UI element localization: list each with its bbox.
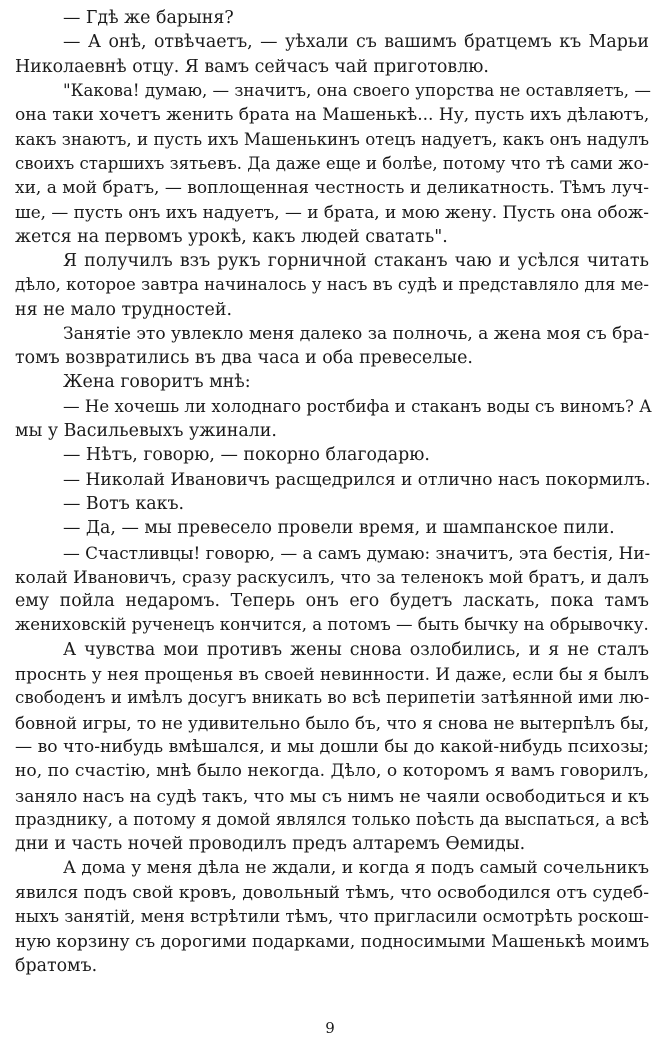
text-line: Я получилъ взъ рукъ горничной стаканъ чаю и усѣлся читать: [63, 250, 649, 271]
text-line: — Гдѣ же барыня?: [63, 8, 234, 28]
text-line: хи, а мой братъ, — воплощенная честность и деликатность. Тѣмъ луч-: [15, 178, 649, 199]
body-text: [15, 6, 652, 978]
text-line: какъ знаютъ, и пусть ихъ Машенькинъ отецъ надуетъ, какъ онъ надулъ: [15, 129, 650, 150]
text-line: ную корзину съ дорогими подарками, подносимыми Машенькѣ моимъ: [15, 931, 650, 952]
text-line: — Вотъ какъ.: [63, 493, 185, 514]
text-line: ше, — пусть онъ ихъ надуетъ, — и брата, и мою жену. Пусть она обож-: [15, 202, 649, 223]
text-line: — А онѣ, отвѣчаетъ, — уѣхали съ вашимъ братцемъ къ Марьи: [63, 32, 649, 53]
text-line: ему пойла недаромъ. Теперь онъ его будетъ ласкать, пока тамъ: [15, 591, 649, 612]
text-line: — Да, — мы превесело провели время, и шампанское пили.: [63, 518, 615, 539]
text-line: колай Ивановичъ, сразу раскусилъ, что за теленокъ мой братъ, и далъ: [15, 566, 650, 587]
text-line: ныхъ занятій, меня встрѣтили тѣмъ, что пригласили осмотрѣть роскош-: [15, 906, 649, 926]
text-line: дни и часть ночей проводилъ предъ алтаремъ Ѳемиды.: [15, 834, 526, 855]
text-line: Занятіе это увлекло меня далеко за полночь, а жена моя съ бра-: [63, 323, 650, 344]
text-line: заняло насъ на судѣ такъ, что мы съ нимъ не чаяли освободиться и къ: [15, 785, 650, 806]
text-line: Николаевнѣ отцу. Я вамъ сейчасъ чай приготовлю.: [15, 56, 489, 77]
text-line: братомъ.: [15, 955, 98, 976]
text-line: дѣло, которое завтра начиналось у насъ въ судѣ и представляло для ме-: [15, 275, 649, 295]
text-line: жется на первомъ урокѣ, какъ людей сватать".: [15, 226, 448, 247]
text-line: свободенъ и имѣлъ досугъ вникать во всѣ перипетіи затѣянной ими лю-: [15, 688, 650, 708]
text-line: Жена говоритъ мнѣ:: [63, 372, 251, 393]
text-line: А дома у меня дѣла не ждали, и когда я подъ самый сочельникъ: [63, 858, 649, 879]
text-line: — во что-нибудь вмѣшался, и мы дошли бы до какой-нибудь психозы;: [15, 736, 649, 757]
text-line: она таки хочетъ женить брата на Машенькѣ... Ну, пусть ихъ дѣлаютъ,: [15, 105, 650, 126]
text-line: "Какова! думаю, — значитъ, она своего упорства не оставляетъ, —: [63, 80, 651, 100]
text-line: празднику, а потому я домой являлся только поѣсть да выспаться, а всѣ: [15, 809, 649, 829]
text-line: — Счастливцы! говорю, — а самъ думаю: значитъ, эта бестія, Ни-: [63, 542, 651, 563]
text-line: бовной игры, то не удивительно было бъ, что я снова не вытерпѣлъ бы,: [15, 712, 650, 733]
text-line: — Не хочешь ли холоднаго ростбифа и стаканъ воды съ виномъ? А: [63, 396, 652, 416]
text-line: — Николай Ивановичъ расщедрился и отлично насъ покормилъ.: [63, 469, 651, 490]
text-line: проснть у нея прощенья въ своей невинности. И даже, если бы я былъ: [15, 664, 649, 685]
text-line: явился подъ свой кровъ, довольный тѣмъ, что освободился отъ судеб-: [15, 882, 649, 903]
text-line: жениховскій рученецъ кончится, а потомъ — быть бычку на обрывочку.: [15, 615, 649, 635]
text-line: ня не мало трудностей.: [15, 299, 232, 320]
page-number: 9: [325, 1019, 335, 1037]
text-line: но, по счастію, мнѣ было некогда. Дѣло, о которомъ я вамъ говорилъ,: [15, 761, 649, 782]
text-line: — Нѣтъ, говорю, — покорно благодарю.: [63, 445, 430, 466]
text-line: мы у Васильевыхъ ужинали.: [15, 421, 277, 442]
text-line: томъ возвратились въ два часа и оба превеселые.: [15, 348, 473, 369]
text-line: своихъ старшихъ зятьевъ. Да даже еще и болѣе, потому что тѣ сами жо-: [15, 153, 649, 173]
text-line: А чувства мои противъ жены снова озлобились, и я не сталъ: [63, 639, 649, 660]
